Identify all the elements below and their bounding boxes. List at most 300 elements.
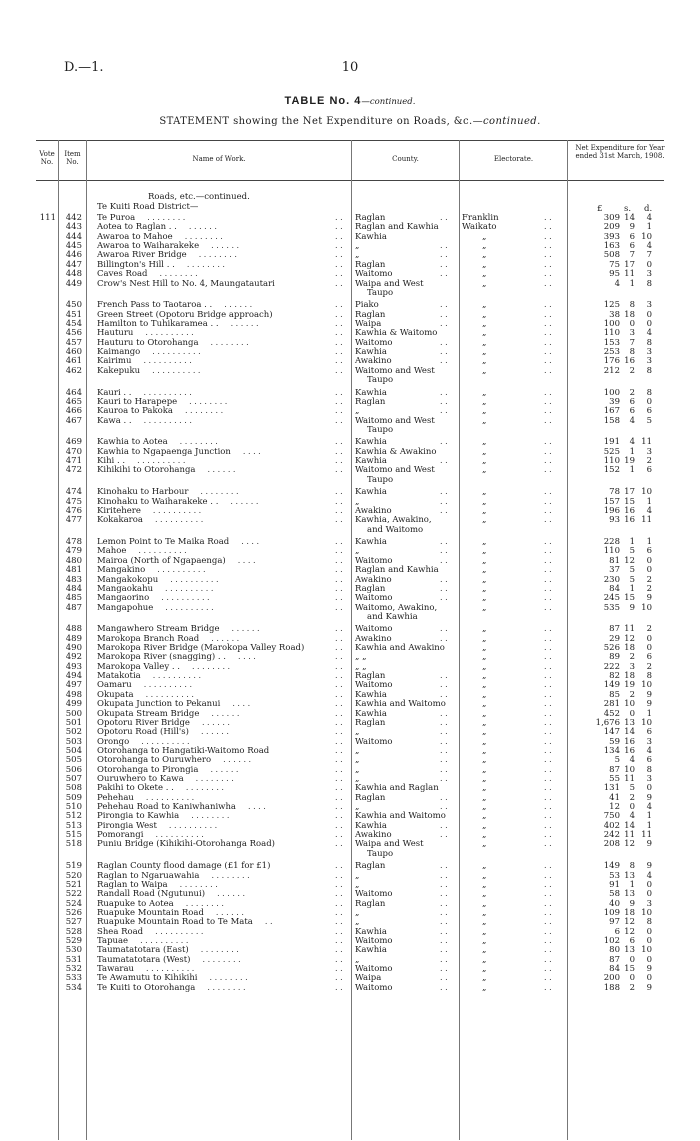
amount-pence: 9: [646, 982, 652, 993]
item-number: 450: [65, 300, 82, 311]
electorate-leader-dots: . .: [544, 328, 552, 338]
item-number: 462: [65, 365, 82, 376]
county-name: Raglan and Kawhia: [355, 222, 439, 233]
amount-pounds: 131: [603, 783, 620, 794]
amount-pounds: 176: [603, 356, 620, 367]
name-leader-dots: . . . . . .: [211, 633, 240, 643]
county-name: Kawhia and Raglan: [355, 783, 439, 794]
amount-pence: 10: [641, 907, 652, 918]
name-end-dots: . .: [335, 415, 343, 425]
amount-shillings: 0: [629, 973, 635, 984]
county-leader-dots: . .: [440, 269, 448, 279]
item-number: 465: [65, 396, 82, 407]
electorate-name: „: [482, 496, 487, 507]
name-end-dots: . .: [335, 269, 343, 279]
name-end-dots: . .: [335, 643, 343, 652]
item-number: 457: [65, 337, 82, 348]
amount-pounds: 80: [609, 945, 620, 956]
county-leader-dots: . .: [440, 764, 448, 774]
name-leader-dots: . . . . . . . . . .: [145, 328, 194, 338]
item-number: 533: [65, 973, 82, 984]
amount-shillings: 9: [629, 602, 635, 613]
county-leader-dots: . .: [440, 945, 448, 955]
item-number: 490: [65, 643, 82, 653]
work-name: Mangakokopu: [97, 574, 159, 585]
amount-pounds: 53: [609, 870, 620, 881]
amount-pounds: 6: [614, 926, 620, 937]
work-name: Mahoe: [97, 546, 127, 557]
work-name: Green Street (Opotoru Bridge approach): [97, 309, 273, 320]
name-leader-dots: . . . . . . . .: [210, 337, 249, 347]
county-name: Raglan: [355, 583, 386, 594]
amount-pence: 2: [646, 583, 652, 594]
item-number: 470: [65, 446, 82, 457]
electorate-leader-dots: . .: [544, 309, 552, 319]
name-leader-dots: . . . . . . . .: [185, 898, 224, 908]
work-name: Ruapuke Mountain Road to Te Mata: [97, 917, 253, 928]
amount-pounds: 89: [609, 652, 620, 663]
county-name: Waitomo: [355, 593, 393, 604]
county-leader-dots: . .: [440, 337, 448, 347]
amount-pounds: 87: [609, 764, 620, 775]
name-leader-dots: . . . . . . . .: [207, 982, 246, 992]
amount-shillings: 13: [624, 870, 635, 881]
item-number: 475: [65, 496, 82, 507]
amount-pounds: 208: [603, 839, 620, 850]
amount-pence: 0: [646, 259, 652, 270]
electorate-name: „: [482, 954, 487, 965]
item-number: 448: [65, 269, 82, 280]
work-name: Otorohanga to Ouruwhero: [97, 755, 212, 766]
amount-pounds: 230: [603, 574, 620, 585]
county-name: Waipa: [355, 319, 382, 329]
amount-pence: 6: [646, 546, 652, 557]
name-leader-dots: . . . . . . . .: [200, 945, 239, 955]
electorate-leader-dots: . .: [544, 773, 552, 783]
electorate-leader-dots: . .: [544, 736, 552, 746]
item-number: 530: [65, 945, 82, 956]
electorate-leader-dots: . .: [544, 652, 552, 662]
county-name: Awakino: [355, 574, 392, 585]
amount-shillings: 6: [629, 936, 635, 946]
amount-shillings: 2: [629, 365, 635, 376]
name-end-dots: . .: [335, 465, 343, 475]
electorate-name: „: [482, 337, 487, 348]
county-name: Kawhia and Waitomo: [355, 811, 446, 822]
amount-pounds: 87: [609, 624, 620, 635]
amount-pence: 2: [646, 574, 652, 585]
electorate-leader-dots: . .: [544, 415, 552, 425]
county-leader-dots: . .: [440, 241, 448, 250]
county-name: Waitomo: [355, 555, 393, 566]
amount-pounds: 39: [609, 396, 620, 407]
county-name: Raglan: [355, 671, 386, 682]
county-leader-dots: . .: [440, 973, 448, 983]
item-number: 528: [65, 926, 82, 937]
amount-shillings: 11: [624, 830, 635, 840]
amount-shillings: 0: [629, 802, 635, 812]
name-end-dots: . .: [335, 387, 343, 397]
county-leader-dots: . .: [440, 745, 448, 755]
electorate-name: „: [482, 708, 487, 719]
amount-pounds: 100: [603, 387, 620, 398]
name-leader-dots: . . . . . . . . . .: [157, 565, 206, 575]
name-end-dots: . .: [335, 727, 343, 737]
work-name: Kairimu: [97, 356, 132, 367]
vote-number: 111: [39, 213, 56, 223]
name-end-dots: . .: [335, 792, 343, 802]
county-leader-dots: . .: [440, 347, 448, 356]
amount-shillings: 2: [629, 792, 635, 803]
county-name: „: [355, 917, 360, 928]
work-name: Raglan County flood damage (£1 for £1): [97, 861, 271, 872]
county-leader-dots: . .: [440, 917, 448, 927]
county-leader-dots: . .: [440, 708, 448, 718]
electorate-name: „: [482, 945, 487, 956]
col-header-electorate: Electorate.: [493, 155, 534, 163]
item-number: 471: [65, 456, 82, 467]
name-end-dots: . .: [335, 917, 343, 927]
item-number: 504: [65, 745, 82, 756]
item-number: 485: [65, 593, 82, 604]
work-name: Te Puroa: [97, 213, 136, 223]
electorate-name: „: [482, 907, 487, 918]
county-leader-dots: . .: [440, 727, 448, 737]
amount-pounds: 212: [603, 365, 620, 376]
amount-pounds: 102: [603, 936, 620, 946]
amount-shillings: 8: [629, 300, 635, 311]
amount-shillings: 18: [624, 671, 635, 682]
electorate-leader-dots: . .: [544, 898, 552, 908]
name-end-dots: . .: [335, 300, 343, 310]
county-name: Awakino: [355, 356, 392, 367]
name-end-dots: . .: [335, 593, 343, 603]
name-end-dots: . .: [335, 755, 343, 765]
county-leader-dots: . .: [440, 356, 448, 366]
name-leader-dots: . . . .: [241, 537, 260, 547]
work-name: Kinohaku to Waiharakeke . .: [97, 496, 219, 507]
electorate-leader-dots: . .: [544, 745, 552, 755]
name-end-dots: . .: [335, 250, 343, 260]
name-end-dots: . .: [335, 347, 343, 356]
name-end-dots: . .: [335, 241, 343, 250]
name-end-dots: . .: [335, 973, 343, 983]
county-leader-dots: . .: [440, 736, 448, 746]
amount-pounds: 110: [603, 456, 620, 467]
item-number: 472: [65, 465, 82, 476]
electorate-name: „: [482, 365, 487, 376]
electorate-name: „: [482, 347, 487, 357]
name-end-dots: . .: [335, 396, 343, 406]
amount-shillings: 4: [629, 415, 635, 426]
name-end-dots: . .: [335, 222, 343, 232]
amount-shillings: 6: [629, 231, 635, 242]
county-name: Waitomo and West: [355, 415, 435, 426]
county-leader-dots: . .: [440, 671, 448, 681]
name-leader-dots: . . . . . . . . . .: [165, 583, 214, 593]
amount-pounds: 84: [609, 583, 620, 594]
amount-pounds: 750: [603, 811, 620, 822]
electorate-name: „: [482, 671, 487, 682]
work-name: Te Kuiti to Otorohanga: [97, 982, 196, 993]
name-end-dots: . .: [335, 870, 343, 880]
county-name: „: [355, 241, 360, 251]
statement-title-main: STATEMENT showing the Net Expenditure on Roads, &c.: [159, 116, 473, 127]
county-leader-dots: . .: [440, 898, 448, 908]
county-name: Waipa and West: [355, 839, 424, 850]
county-name: Kawhia: [355, 456, 387, 467]
item-number: 492: [65, 652, 82, 663]
county-leader-dots: . .: [440, 964, 448, 973]
name-leader-dots: . . . . . . . .: [200, 487, 239, 497]
electorate-name: „: [482, 680, 487, 691]
amount-pence: 0: [646, 396, 652, 407]
amount-pence: 0: [646, 309, 652, 320]
amount-pence: 4: [646, 802, 652, 812]
amount-pence: 0: [646, 889, 652, 900]
statement-title-continued: —continued.: [472, 116, 541, 127]
name-leader-dots: . . . .: [232, 699, 251, 709]
name-end-dots: . .: [335, 879, 343, 889]
amount-pence: 0: [646, 643, 652, 653]
work-name: Raglan to Ngaruawahia: [97, 870, 200, 881]
name-end-dots: . .: [335, 356, 343, 366]
county-name: Piako: [355, 300, 379, 311]
amount-pence: 0: [646, 936, 652, 946]
name-end-dots: . .: [335, 437, 343, 447]
county-name: Waitomo: [355, 889, 393, 900]
electorate-leader-dots: . .: [544, 624, 552, 634]
amount-pounds: 100: [603, 319, 620, 329]
county-name: Waitomo: [355, 736, 393, 747]
name-leader-dots: . . . . . . . .: [195, 773, 234, 783]
item-number: 497: [65, 680, 82, 691]
name-leader-dots: . . . . . . . . . .: [137, 456, 186, 466]
electorate-leader-dots: . .: [544, 347, 552, 356]
amount-pounds: 191: [603, 437, 620, 448]
amount-shillings: 1: [629, 583, 635, 594]
work-name: Ruapuke Mountain Road: [97, 907, 204, 918]
amount-shillings: 15: [624, 593, 635, 604]
amount-pounds: 535: [603, 602, 620, 613]
name-end-dots: . .: [335, 926, 343, 936]
item-number: 461: [65, 356, 82, 367]
county-name: „: [355, 907, 360, 918]
county-name: Waitomo: [355, 624, 393, 635]
electorate-leader-dots: . .: [544, 337, 552, 347]
name-leader-dots: . . . . . . . . . .: [161, 593, 210, 603]
electorate-name: „: [482, 356, 487, 367]
work-name: Kauri . .: [97, 387, 132, 398]
electorate-leader-dots: . .: [544, 830, 552, 839]
county-name: Waitomo: [355, 337, 393, 348]
name-end-dots: . .: [335, 861, 343, 871]
amount-pounds: 452: [603, 708, 620, 719]
electorate-leader-dots: . .: [544, 356, 552, 366]
county-name: Waitomo: [355, 936, 393, 946]
electorate-name: „: [482, 792, 487, 803]
amount-shillings: 4: [629, 755, 635, 766]
county-leader-dots: . .: [440, 437, 448, 447]
amount-pence: 3: [646, 356, 652, 367]
county-name: Kawhia: [355, 708, 387, 719]
county-leader-dots: . .: [440, 926, 448, 936]
name-leader-dots: . . . .: [238, 652, 256, 662]
electorate-name: „: [482, 278, 487, 289]
electorate-leader-dots: . .: [544, 465, 552, 475]
name-end-dots: . .: [335, 982, 343, 992]
electorate-leader-dots: . .: [544, 907, 552, 917]
name-leader-dots: . . . . . . . . . .: [154, 515, 204, 525]
work-name: Ruapuke to Aotea: [97, 898, 174, 909]
work-name: Kaimango: [97, 347, 141, 357]
county-leader-dots: . .: [440, 387, 448, 397]
item-number: 478: [65, 537, 82, 548]
county-name: Waipa and West: [355, 278, 424, 289]
item-number: 513: [65, 820, 82, 831]
item-number: 505: [65, 755, 82, 766]
electorate-name: „: [482, 446, 487, 457]
work-name: Kauroa to Pakoka: [97, 406, 173, 417]
amount-pounds: 110: [603, 546, 620, 557]
work-name: Crow's Nest Hill to No. 4, Maungatautari: [97, 278, 275, 289]
amount-pounds: 95: [609, 269, 620, 280]
work-name: Kinohaku to Harbour: [97, 487, 189, 498]
county-name: „: [355, 773, 360, 784]
electorate-leader-dots: . .: [544, 602, 552, 612]
amount-shillings: 17: [624, 487, 635, 498]
amount-pounds: 393: [603, 231, 620, 242]
amount-pounds: 525: [603, 446, 620, 457]
item-number: 445: [65, 241, 82, 251]
amount-pence: 7: [646, 250, 652, 261]
amount-shillings: 12: [624, 633, 635, 644]
name-leader-dots: . . . . . . . . . .: [165, 602, 214, 612]
electorate-name: „: [482, 917, 487, 928]
electorate-leader-dots: . .: [544, 319, 552, 328]
amount-pence: 3: [646, 300, 652, 311]
county-leader-dots: . .: [440, 213, 448, 222]
amount-pence: 8: [646, 764, 652, 775]
name-end-dots: . .: [335, 565, 343, 575]
electorate-leader-dots: . .: [544, 764, 552, 774]
amount-shillings: 2: [629, 982, 635, 993]
amount-pence: 4: [646, 505, 652, 516]
name-end-dots: . .: [335, 259, 343, 269]
electorate-leader-dots: . .: [544, 802, 552, 811]
item-number: 498: [65, 689, 82, 700]
amount-pence: 1: [646, 820, 652, 831]
amount-pounds: 75: [609, 259, 620, 270]
county-name: Kawhia and Waitomo: [355, 699, 446, 710]
amount-shillings: 0: [629, 954, 635, 965]
amount-pence: 0: [646, 555, 652, 566]
county-name: Waitomo: [355, 982, 393, 993]
amount-shillings: 16: [624, 745, 635, 756]
work-name: Awaroa to Mahoe: [97, 231, 173, 242]
name-end-dots: . .: [335, 839, 343, 849]
county-name: „ „: [355, 652, 367, 663]
electorate-leader-dots: . .: [544, 583, 552, 593]
electorate-name: „: [482, 241, 487, 251]
electorate-leader-dots: . .: [544, 406, 552, 416]
item-number: 484: [65, 583, 82, 594]
electorate-leader-dots: . .: [544, 861, 552, 871]
county-name: Waitomo and West: [355, 465, 435, 476]
item-number: 509: [65, 792, 82, 803]
item-number: 489: [65, 633, 82, 644]
county-name: „ „: [355, 661, 367, 672]
amount-shillings: 6: [629, 396, 635, 407]
name-leader-dots: . . . .: [248, 802, 266, 811]
county-name: „: [355, 406, 360, 417]
amount-pounds: 85: [609, 689, 620, 700]
work-name: Pirongia West: [97, 820, 157, 831]
electorate-name: „: [482, 328, 487, 339]
electorate-name: „: [482, 926, 487, 937]
amount-pounds: 55: [609, 773, 620, 784]
work-name: Pehehau Road to Kaniwhaniwha: [97, 802, 236, 812]
amount-shillings: 5: [629, 783, 635, 794]
amount-pounds: 188: [603, 982, 620, 993]
work-name: Marokopa Branch Road: [97, 633, 200, 644]
amount-shillings: 11: [624, 624, 635, 635]
work-name: Otorohanga to Hangatiki-Waitomo Road: [97, 745, 270, 756]
name-leader-dots: . . . . . . . .: [209, 973, 248, 983]
amount-shillings: 17: [624, 259, 635, 270]
electorate-name: „: [482, 583, 487, 594]
county-leader-dots: . .: [440, 773, 448, 783]
amount-pounds: 153: [603, 337, 620, 348]
county-leader-dots: . .: [440, 889, 448, 899]
amount-shillings: 1: [629, 278, 635, 289]
electorate-name: „: [482, 830, 487, 840]
work-name: Okupata: [97, 689, 134, 700]
electorate-leader-dots: . .: [544, 565, 552, 575]
amount-pounds: 228: [603, 537, 620, 548]
electorate-leader-dots: . .: [544, 643, 552, 652]
electorate-name: „: [482, 387, 487, 398]
electorate-leader-dots: . .: [544, 755, 552, 765]
work-name: Billington's Hill . .: [97, 259, 175, 270]
county-name: Raglan: [355, 259, 386, 270]
county-name: Kawhia, Awakino,: [355, 515, 432, 526]
page-number: 10: [341, 60, 359, 75]
name-leader-dots: . . . . . .: [211, 241, 240, 250]
work-name: Okupata Stream Bridge: [97, 708, 200, 719]
name-end-dots: . .: [335, 671, 343, 681]
county-leader-dots: . .: [440, 624, 448, 634]
electorate-leader-dots: . .: [544, 505, 552, 515]
electorate-leader-dots: . .: [544, 783, 552, 793]
name-leader-dots: . . . . . . . . . .: [143, 415, 192, 425]
amount-pounds: 508: [603, 250, 620, 261]
amount-pence: 1: [646, 708, 652, 719]
name-end-dots: . .: [335, 945, 343, 955]
amount-pounds: 58: [609, 889, 620, 900]
amount-pence: 6: [646, 755, 652, 766]
amount-pounds: 91: [609, 879, 620, 890]
amount-shillings: 13: [624, 889, 635, 900]
amount-shillings: 12: [624, 839, 635, 850]
name-end-dots: . .: [335, 811, 343, 821]
amount-pounds: 40: [609, 898, 620, 909]
electorate-leader-dots: . .: [544, 689, 552, 699]
county-leader-dots: . .: [440, 406, 448, 416]
name-end-dots: . .: [335, 546, 343, 556]
amount-pounds: 87: [609, 954, 620, 965]
amount-pence: 1: [646, 496, 652, 507]
